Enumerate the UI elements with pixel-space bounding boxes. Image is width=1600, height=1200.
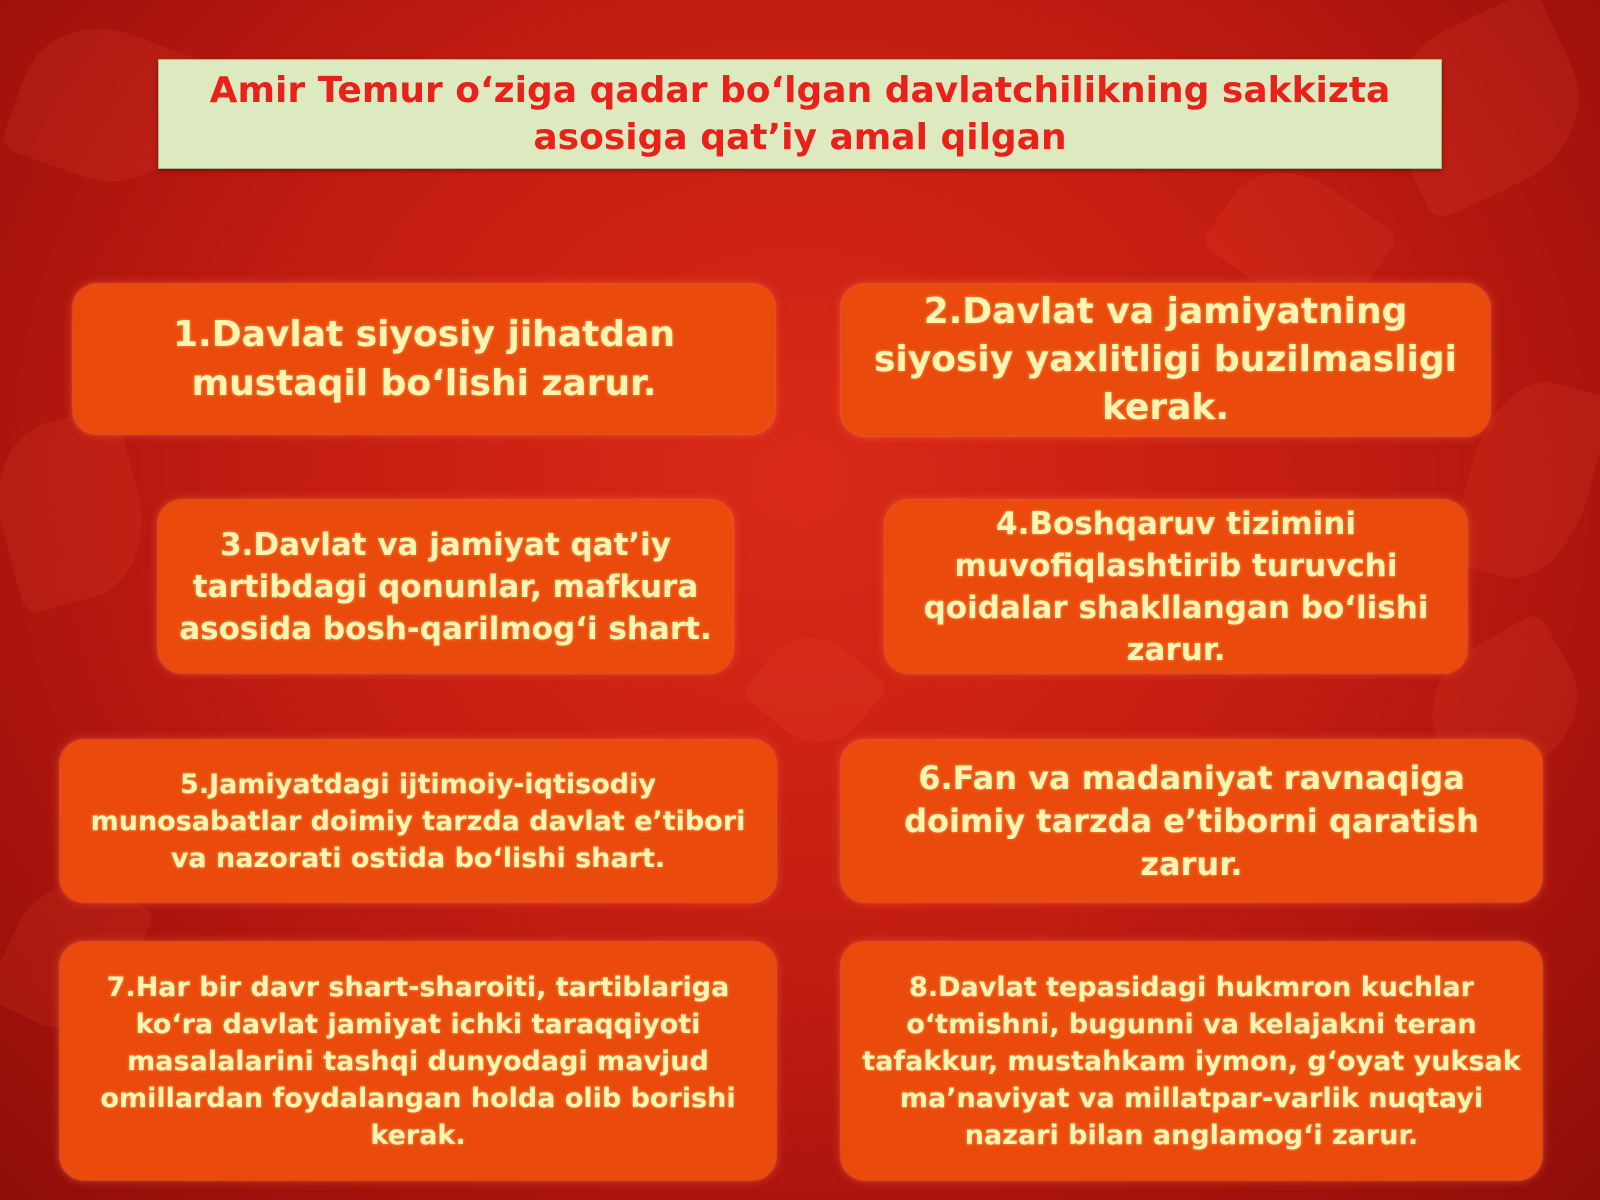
principle-text-8: 8.Davlat tepasidagi hukmron kuchlar o‘tmishni, bugunni va kelajakni teran tafakkur, mustahkam iymon, g‘oyat yuksak ma’naviyat va millatpar-varlik nuqtayi nazari bilan anglamog‘i zarur.	[862, 971, 1521, 1151]
principle-card-3	[158, 500, 733, 673]
slide-title: Amir Temur o‘ziga qadar bo‘lgan davlatchilikning sakkizta asosiga qat’iy amal qilgan	[209, 70, 1391, 158]
principle-text-2: 2.Davlat va jamiyatning siyosiy yaxlitligi buzilmasligi kerak.	[874, 291, 1457, 428]
background-leaf-decoration	[0, 405, 161, 615]
slide-title-box	[158, 59, 1442, 169]
principle-text-6: 6.Fan va madaniyat ravnaqiga doimiy tarzda e’tiborni qaratish zarur.	[904, 758, 1479, 883]
principle-card-6	[841, 740, 1542, 902]
principle-card-5	[60, 740, 776, 902]
principle-card-8	[841, 942, 1542, 1180]
principle-card-2	[841, 284, 1490, 436]
principle-card-4	[885, 500, 1467, 673]
principle-text-1: 1.Davlat siyosiy jihatdan mustaqil bo‘lishi zarur.	[173, 314, 675, 404]
principle-text-5: 5.Jamiyatdagi ijtimoiy-iqtisodiy munosabatlar doimiy tarzda davlat e’tibori va nazorati ostida bo‘lishi shart.	[90, 768, 746, 874]
principle-text-7: 7.Har bir davr shart-sharoiti, tartiblariga ko‘ra davlat jamiyat ichki taraqqiyoti masalalarini tashqi dunyodagi mavjud omillardan foydalangan holda olib borishi kerak.	[100, 971, 736, 1151]
principle-card-1	[73, 284, 775, 434]
principle-text-3: 3.Davlat va jamiyat qat’iy tartibdagi qonunlar, mafkura asosida bosh-qarilmog‘i shart.	[179, 526, 712, 647]
principle-text-4: 4.Boshqaruv tizimini muvofiqlashtirib turuvchi qoidalar shakllangan bo‘lishi zarur.	[923, 505, 1429, 668]
principle-card-7	[60, 942, 776, 1180]
